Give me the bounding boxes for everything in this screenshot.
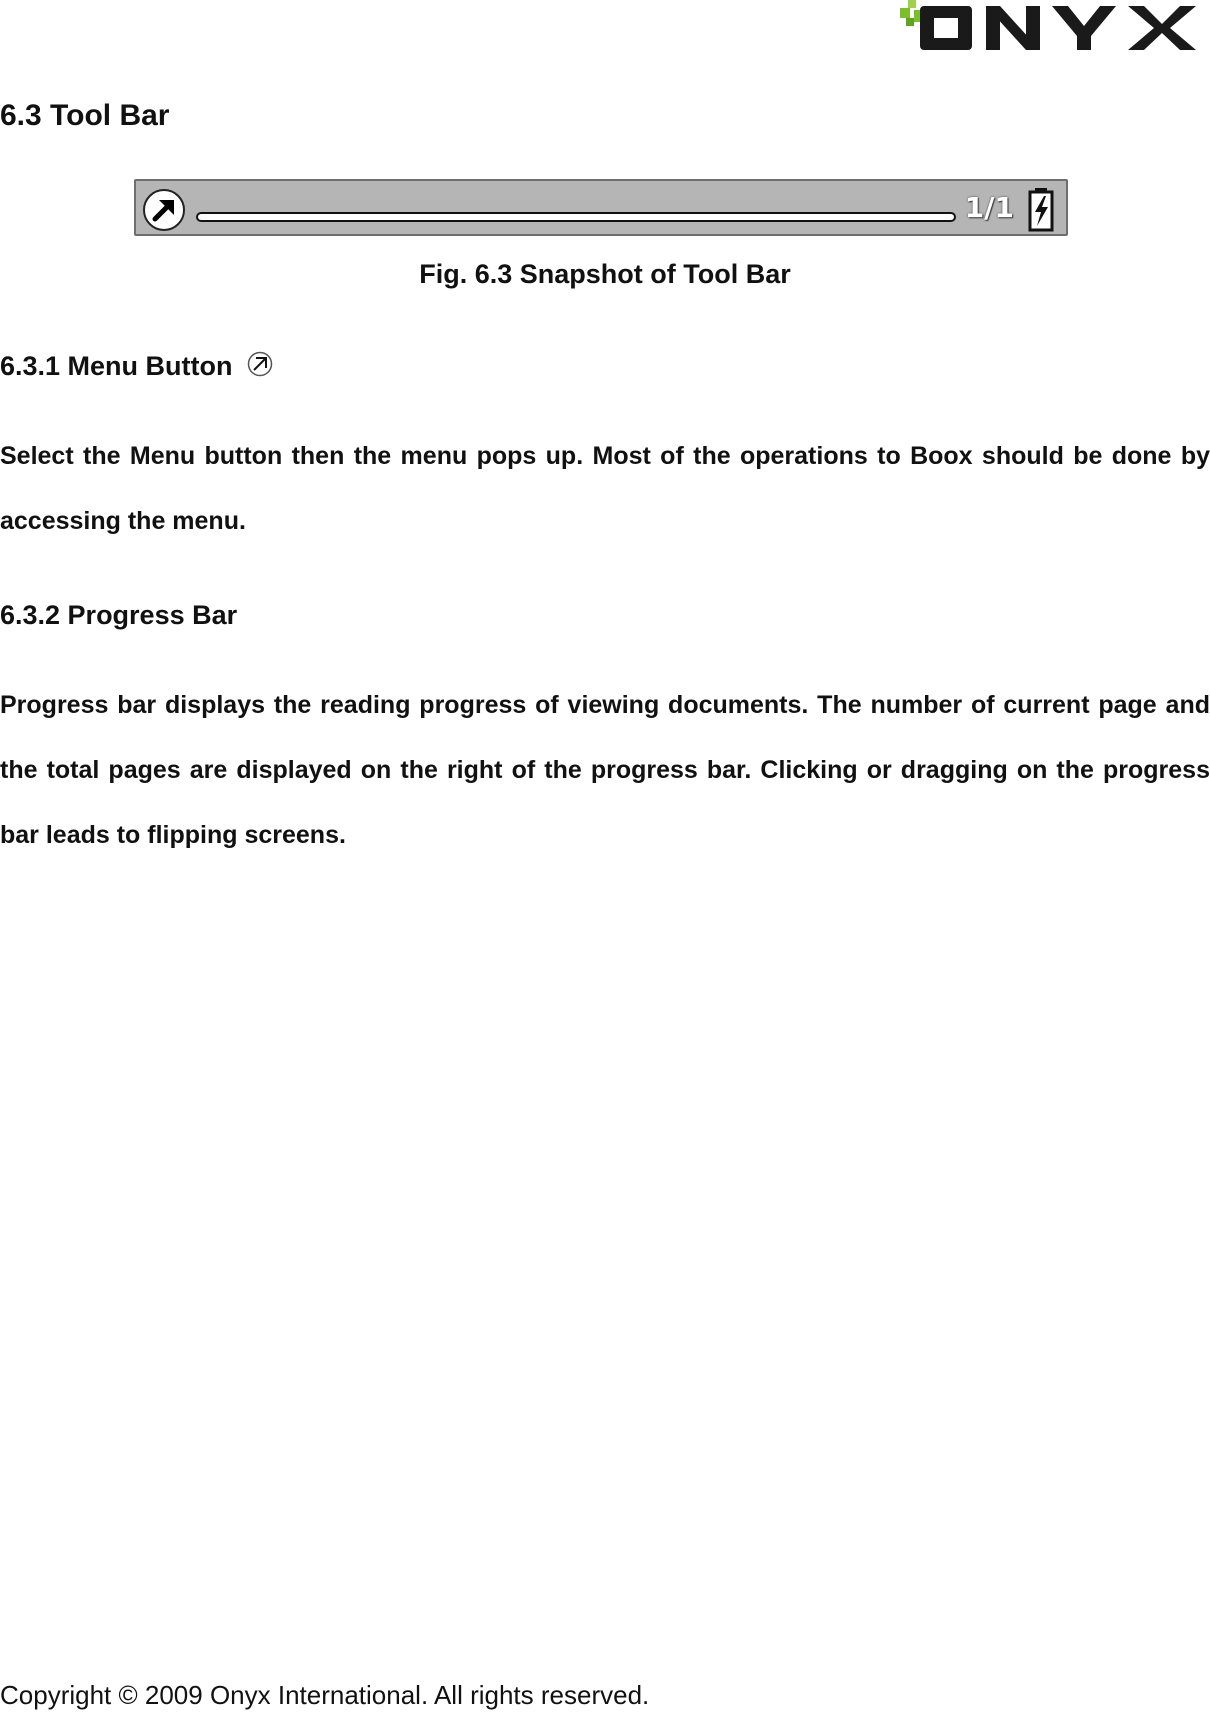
- battery-charging-icon: [1026, 186, 1056, 232]
- onyx-logo-graphic: [900, 0, 1210, 56]
- menu-button-paragraph: Select the Menu button then the menu pops up. Most of the operations to Boox should be done by accessing the menu.: [0, 442, 1210, 535]
- section-heading: 6.3 Tool Bar: [0, 99, 170, 132]
- figure-caption: Fig. 6.3 Snapshot of Tool Bar: [419, 259, 791, 289]
- progress-track: [196, 212, 956, 222]
- menu-button-heading-text: 6.3.1 Menu Button: [0, 351, 233, 381]
- progress-bar-heading: 6.3.2 Progress Bar: [0, 600, 238, 630]
- page-count: 1/1: [964, 191, 1014, 224]
- arrow-up-right-circle-icon: [142, 188, 186, 232]
- progress-bar-paragraph: Progress bar displays the reading progress of viewing documents. The number of current page and the total pages are displayed on the right of the progress bar. Clicking or dragging on the progress bar leads to flipping screens.: [0, 691, 1210, 849]
- toolbar-snapshot: [134, 179, 1068, 236]
- progress-fill: [198, 214, 954, 220]
- menu-button-heading: [0, 348, 273, 384]
- onyx-logo: [900, 0, 1210, 56]
- copyright-footer: Copyright © 2009 Onyx International. All rights reserved.: [0, 1680, 650, 1710]
- arrow-up-right-icon: [247, 351, 273, 377]
